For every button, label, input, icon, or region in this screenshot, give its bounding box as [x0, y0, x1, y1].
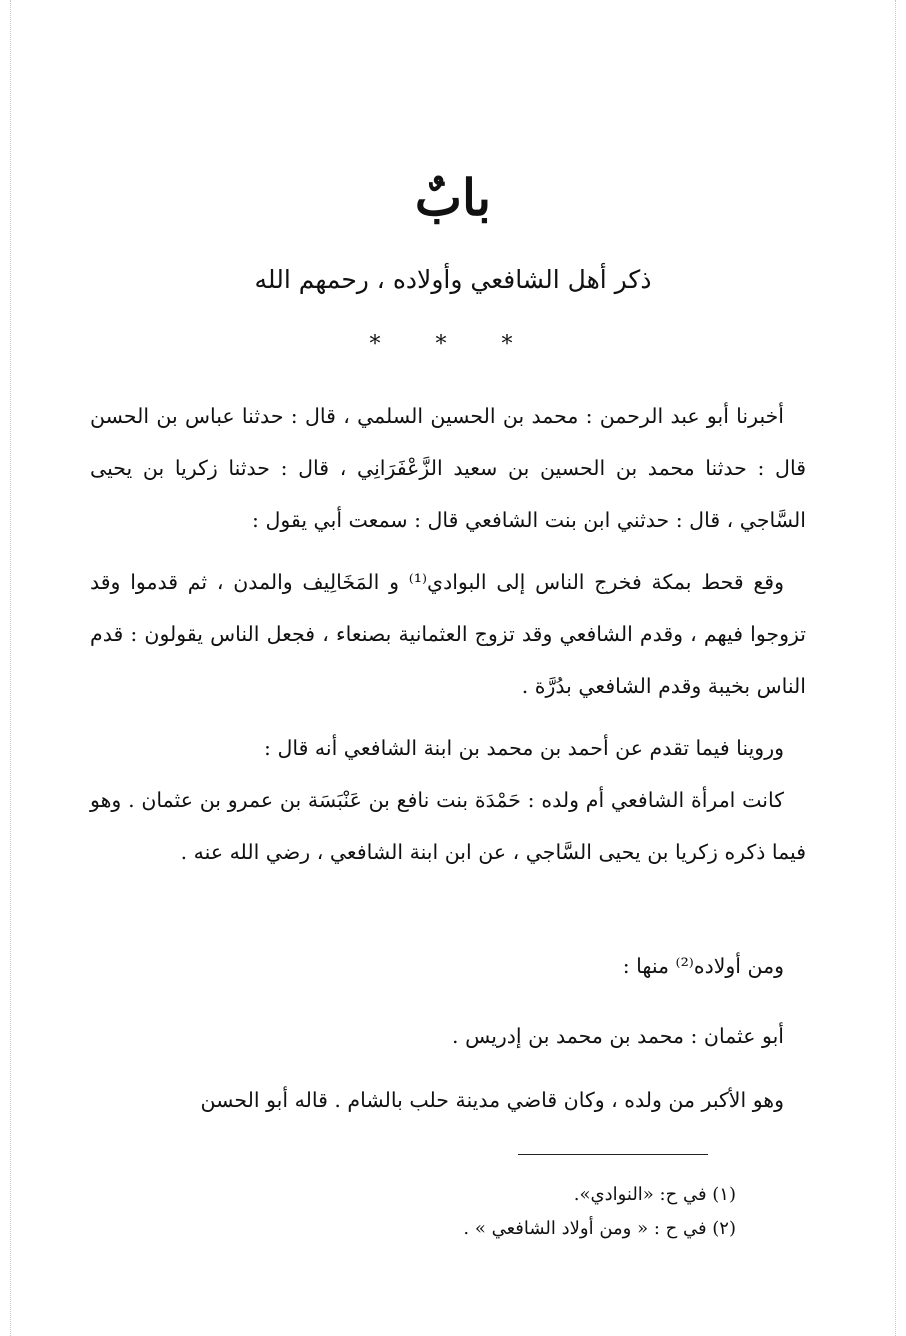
footnotes — [200, 1178, 736, 1246]
footnote-2: (٢) في ح : « ومن أولاد الشافعي » . — [463, 1218, 736, 1239]
footnote-separator — [518, 1154, 708, 1155]
paragraph-abu-uthman: أبو عثمان : محمد بن محمد بن إدريس . — [452, 1024, 784, 1048]
separator-stars: * * * — [369, 332, 537, 357]
chapter-heading: بابٌ — [414, 168, 492, 227]
chapter-subtitle: ذكر أهل الشافعي وأولاده ، رحمهم الله — [254, 265, 652, 294]
paragraph-narration-intro: وروينا فيما تقدم عن أحمد بن محمد بن ابنة الشافعي أنه قال : — [264, 736, 784, 760]
paragraph-famine: وقع قحط بمكة فخرج الناس إلى البوادي⁽¹⁾ و المَخَالِيف والمدن ، ثم قدموا وقد تزوجوا فيهم ، وقدم الشافعي وقد تزوج العثمانية بصنعاء ، فجعل الناس يقولون : قدم الناس بخيبة وقدم الشافعي بدُرَّة . — [90, 570, 806, 698]
paragraph-wife: كانت امرأة الشافعي أم ولده : حَمْدَة بنت نافع بن عَنْبَسَة بن عمرو بن عثمان . وهو فيما ذكره زكريا بن يحيى السَّاجي ، عن ابن ابنة الشافعي ، رضي الله عنه . — [90, 788, 806, 864]
paragraph-eldest: وهو الأكبر من ولده ، وكان قاضي مدينة حلب بالشام . قاله أبو الحسن — [200, 1088, 784, 1112]
paragraph-children-intro: ومن أولاده⁽²⁾ منها : — [622, 954, 784, 978]
paragraph-isnad: أخبرنا أبو عبد الرحمن : محمد بن الحسين السلمي ، قال : حدثنا عباس بن الحسن قال : حدثنا محمد بن الحسين بن سعيد الزَّعْفَرَانِي ، قال : حدثنا زكريا بن يحيى السَّاجي ، قال : حدثني ابن بنت الشافعي قال : سمعت أبي يقول : — [90, 404, 806, 532]
footnote-1: (١) في ح: «النوادي». — [573, 1184, 736, 1205]
